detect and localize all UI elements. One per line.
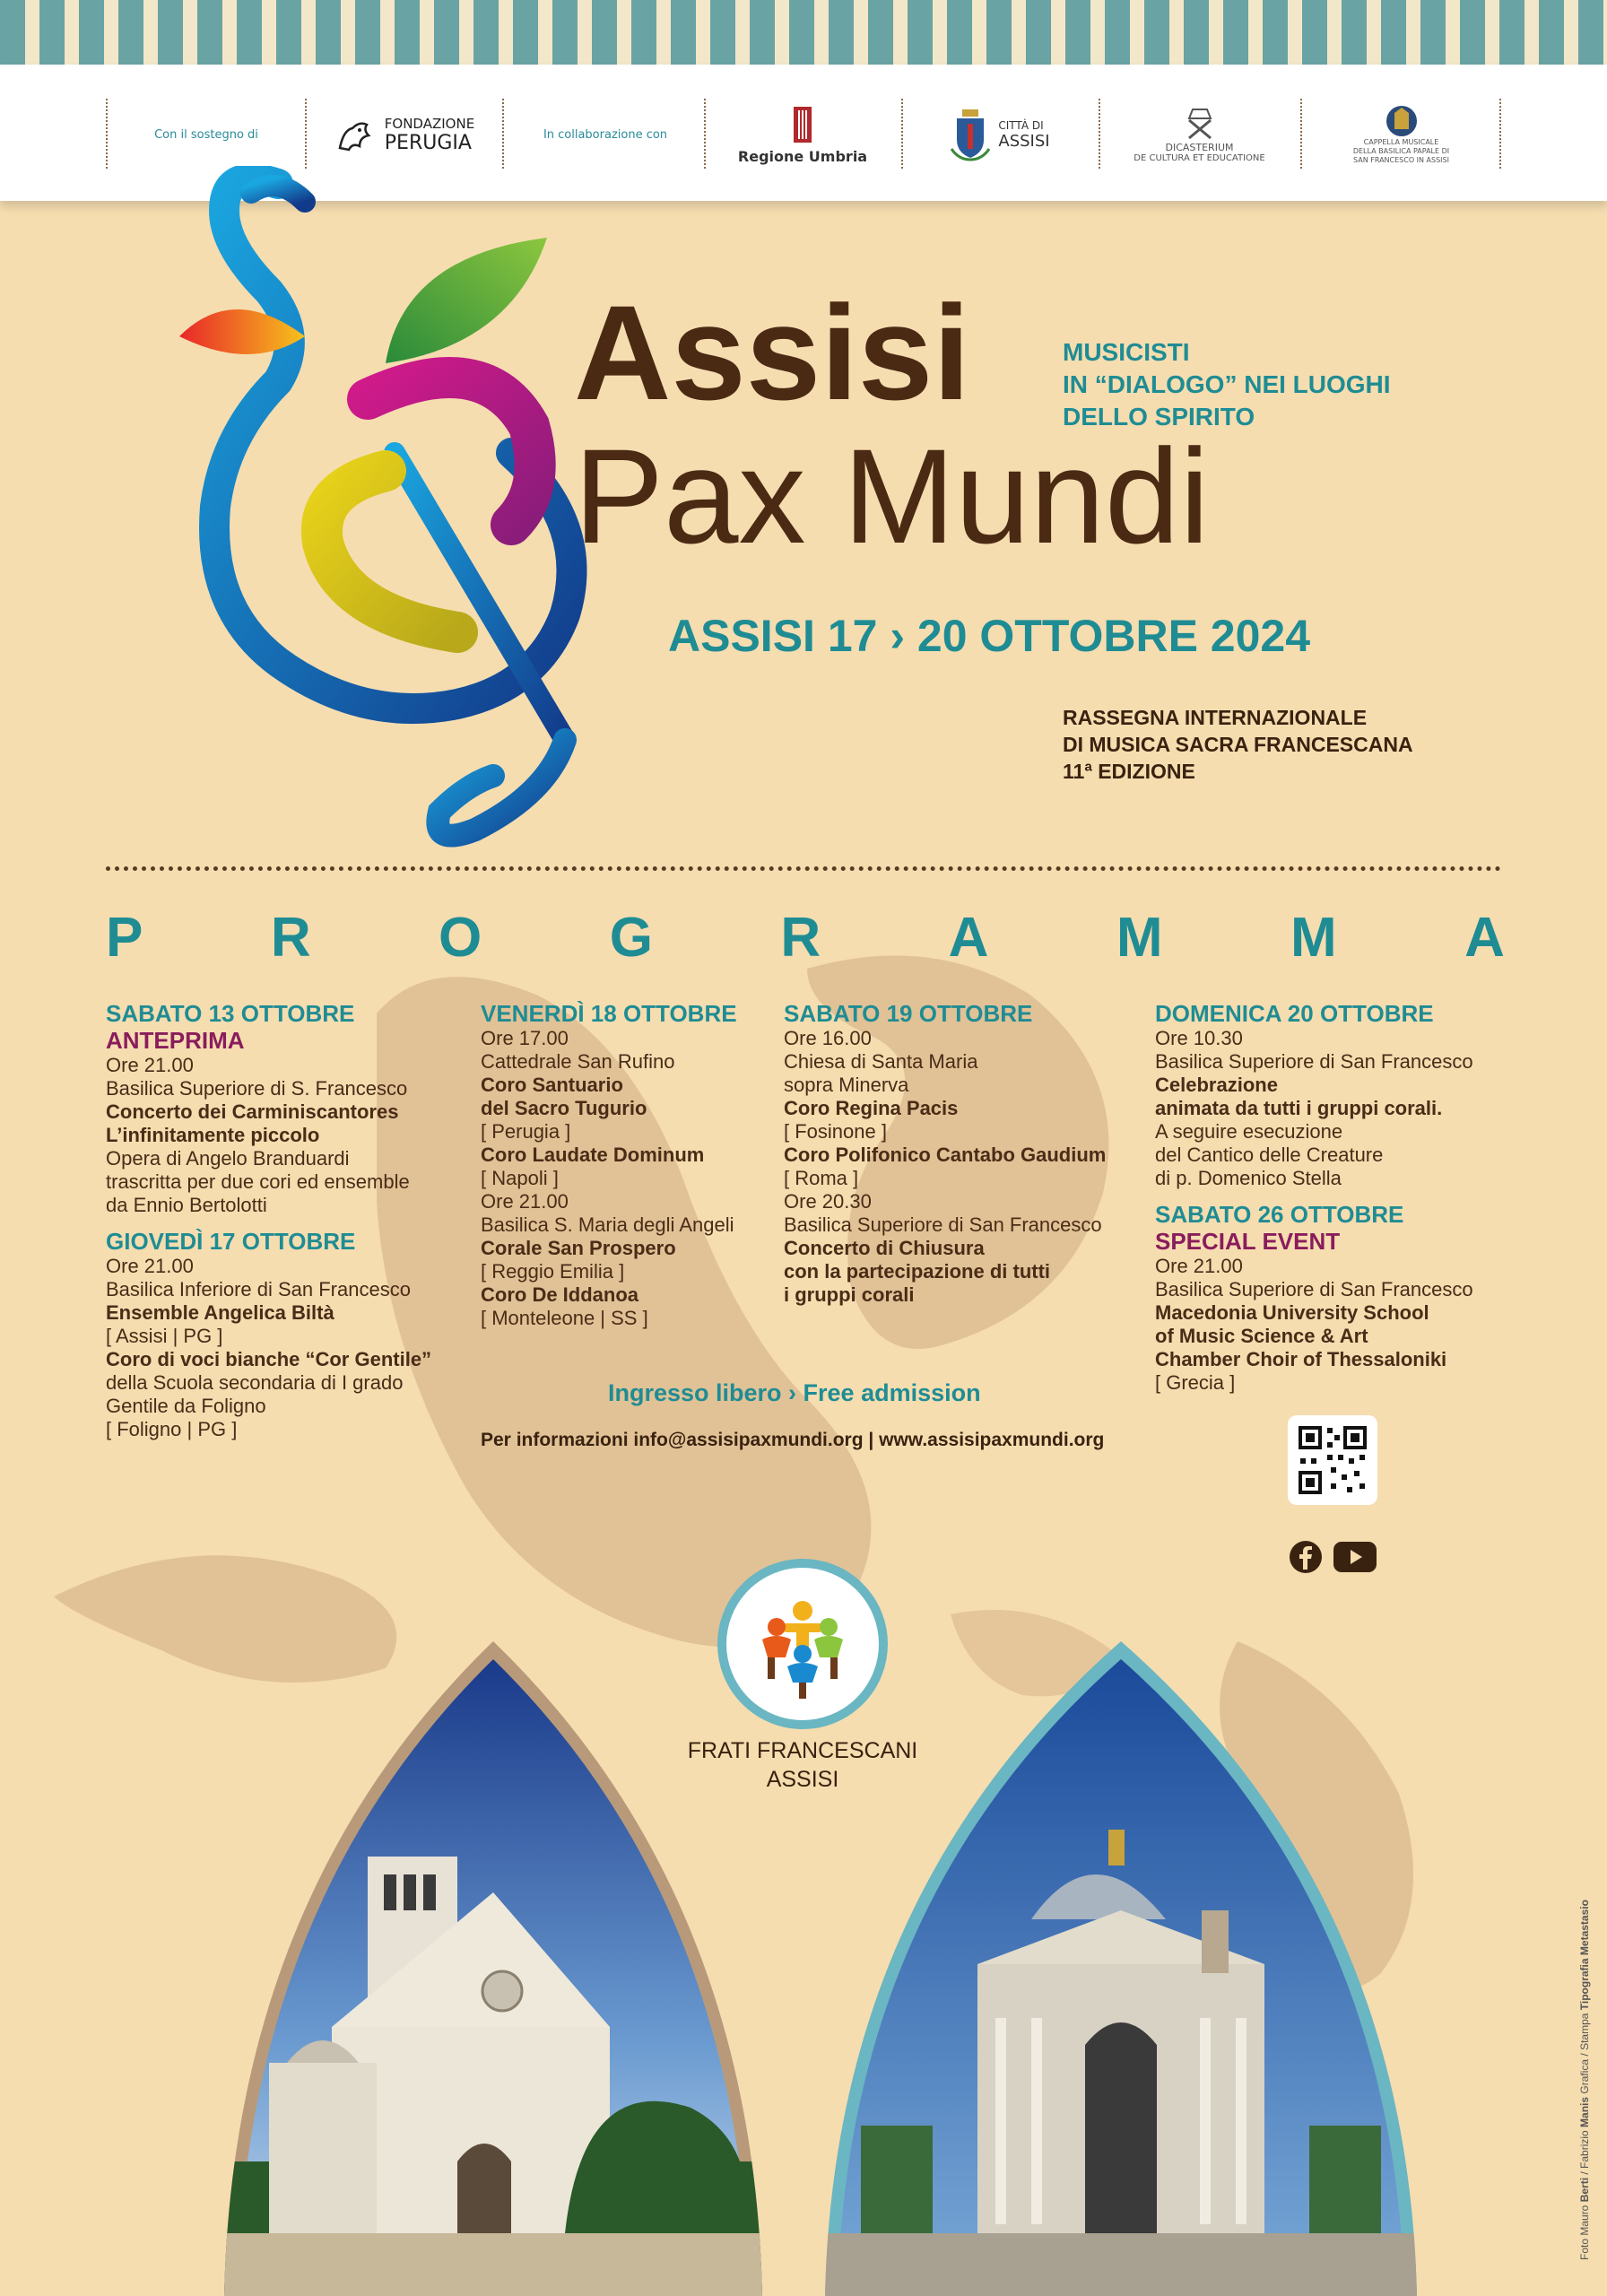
qr-code-graphic — [1288, 1415, 1377, 1505]
event-dates: ASSISI 17 › 20 OTTOBRE 2024 — [668, 611, 1311, 661]
fondazione-perugia-logo[interactable]: FONDAZIONE PERUGIA — [309, 100, 498, 169]
admission-text: Ingresso libero › Free admission — [608, 1379, 981, 1406]
qr-code-icon[interactable] — [1288, 1415, 1377, 1505]
festival-subtitle: RASSEGNA INTERNAZIONALE DI MUSICA SACRA FRANCESCANA 11ª EDIZIONE — [1063, 706, 1413, 783]
info-contacts[interactable]: info@assisipaxmundi.org | www.assisipaxmundi.org — [633, 1430, 1105, 1450]
title-assisi: Assisi — [574, 277, 970, 428]
program-column-2: VENERDÌ 18 OTTOBRE Ore 17.00 Cattedrale San Rufino Coro Santuario del Sacro Tugurio [ Perugia ] Coro Laudate Dominum [ Napoli ] Ore 21.00 Basilica S. Maria degli Angeli Corale San Prospero [ Reggio Emilia ] Coro De Iddanoa [ Monteleone | SS ] — [481, 1000, 777, 1330]
collab-label: In collaborazione con — [543, 127, 668, 142]
dicasterium-logo[interactable]: DICASTERIUM DE CULTURA ET EDUCATIONE — [1103, 100, 1296, 169]
title-pax-mundi: Pax Mundi — [574, 421, 1210, 571]
youtube-icon[interactable] — [1333, 1541, 1377, 1573]
tagline: MUSICISTI IN “DIALOGO” NEI LUOGHI DELLO SPIRITO — [1063, 338, 1391, 430]
program-column-4: DOMENICA 20 OTTOBRE Ore 10.30 Basilica Superiore di San Francesco Celebrazione animata da tutti i gruppi corali. A seguire esecuzione del Cantico delle Creature di p. Domenico Stella SABATO 26 OTTOBRE SPECIAL EVENT Ore 21.00 Basilica Superiore di San Francesco Macedonia University School of Music Science & Art Chamber Choir of Thessaloniki [ Grecia ] — [1155, 1000, 1514, 1395]
day-heading: SABATO 19 OTTOBRE — [784, 1000, 1033, 1027]
basilica-san-francesco-photo — [224, 1623, 762, 2296]
program-column-3: SABATO 19 OTTOBRE Ore 16.00 Chiesa di Santa Maria sopra Minerva Coro Regina Pacis [ Fosinone ] Coro Polifonico Cantabo Gaudium [ Roma ] Ore 20.30 Basilica Superiore di San Francesco Concerto di Chiusura con la partecipazione di tutti i gruppi corali — [784, 1000, 1142, 1307]
day-heading: VENERDÌ 18 OTTOBRE — [481, 1000, 737, 1027]
facebook-icon[interactable] — [1288, 1539, 1324, 1575]
day-heading: DOMENICA 20 OTTOBRE — [1155, 1000, 1434, 1027]
special-label: SPECIAL EVENT — [1155, 1228, 1341, 1255]
cappella-musicale-logo[interactable]: CAPPELLA MUSICALE DELLA BASILICA PAPALE DI SAN FRANCESCO IN ASSISI — [1305, 100, 1498, 169]
day-heading: GIOVEDÌ 17 OTTOBRE — [106, 1228, 356, 1255]
special-label: ANTEPRIMA — [106, 1027, 245, 1054]
citta-assisi-logo[interactable]: CITTÀ DI ASSISI — [906, 100, 1094, 169]
regione-umbria-logo[interactable]: Regione Umbria — [708, 100, 897, 169]
info-line: Per informazioni info@assisipaxmundi.org | www.assisipaxmundi.org — [481, 1430, 1105, 1450]
day-heading: SABATO 26 OTTOBRE — [1155, 1201, 1404, 1228]
basilica-santa-maria-angeli-photo — [825, 1623, 1417, 2296]
programma-heading: P R O G R A M M A — [106, 907, 1505, 969]
dotted-divider — [106, 866, 1501, 871]
photo-credits: Foto Mauro Berti / Fabrizio Manis Grafica / Stampa Tipografia Metastasio — [1578, 1900, 1591, 2260]
support-label: Con il sostegno di — [154, 127, 258, 142]
day-heading: SABATO 13 OTTOBRE — [106, 1000, 355, 1027]
frati-francescani-label: FRATI FRANCESCANI ASSISI — [687, 1738, 918, 1792]
program-column-1: SABATO 13 OTTOBRE ANTEPRIMA Ore 21.00 Basilica Superiore di S. Francesco Concerto dei Carminiscantores L’infinitamente piccolo Opera di Angelo Branduardi trascritta per due cori ed ensemble da Ennio Bertolotti GIOVEDÌ 17 OTTOBRE Ore 21.00 Basilica Inferiore di San Francesco Ensemble Angelica Biltà [ Assisi | PG ] Coro di voci bianche “Cor Gentile” della Scuola secondaria di I grado Gentile da Foligno [ Foligno | PG ] — [106, 1000, 465, 1441]
